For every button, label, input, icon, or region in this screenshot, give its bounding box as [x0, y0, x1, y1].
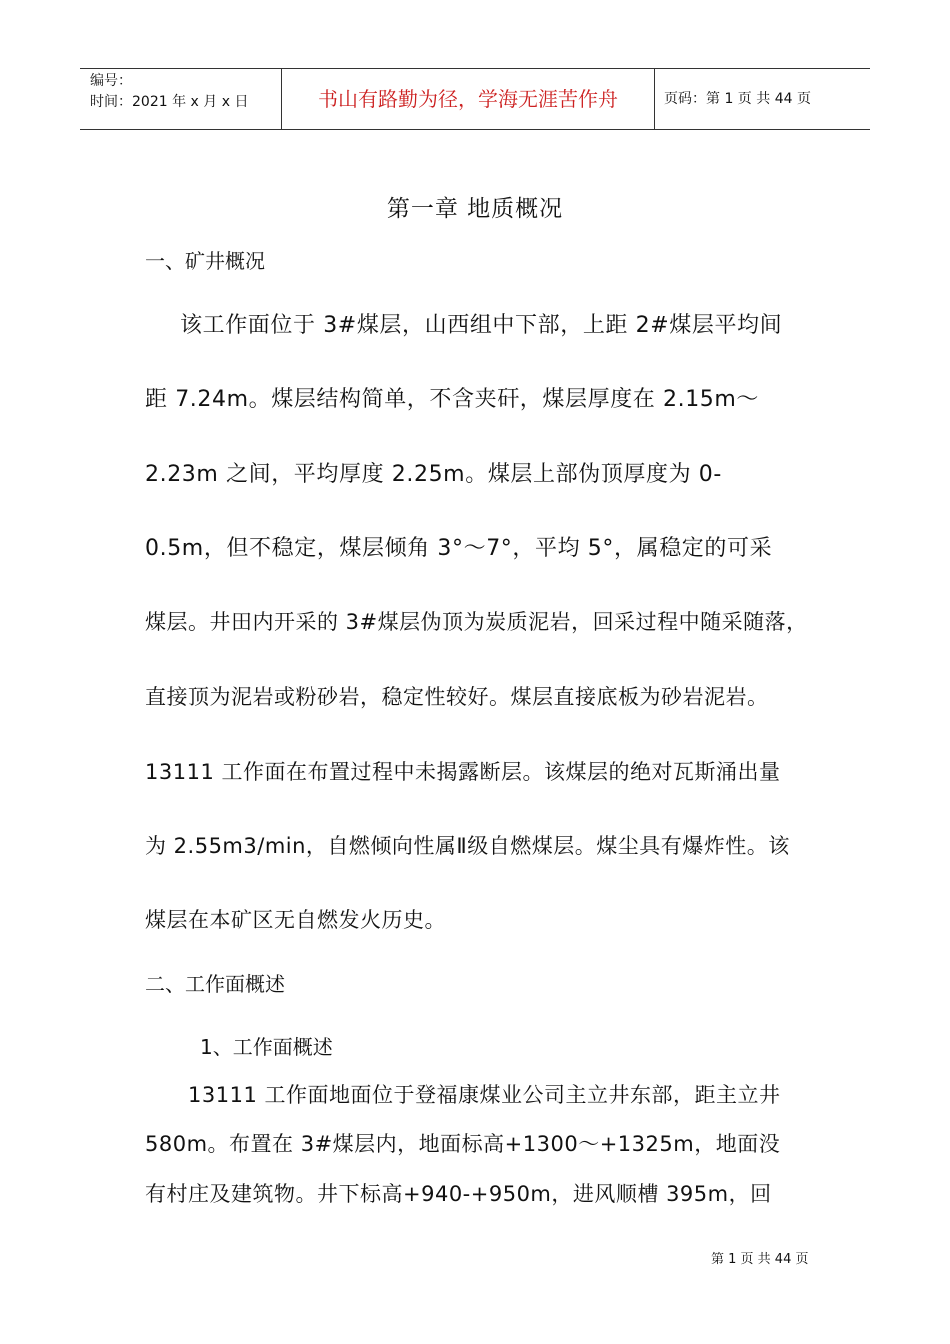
paragraph-line: 直接顶为泥岩或粉砂岩，稳定性较好。煤层直接底板为砂岩泥岩。: [145, 685, 769, 709]
paragraph-line: 煤层。井田内开采的 3#煤层伪顶为炭质泥岩，回采过程中随采随落，: [145, 610, 808, 634]
paragraph-line: 13111 工作面在布置过程中未揭露断层。该煤层的绝对瓦斯涌出量: [145, 760, 781, 784]
chapter-title: 第一章 地质概况: [386, 196, 564, 222]
section-heading-mine-overview: 一、矿井概况: [145, 249, 265, 273]
paragraph-line: 距 7.24m。煤层结构简单，不含夹矸，煤层厚度在 2.15m～: [145, 387, 760, 412]
paragraph-line: 该工作面位于 3#煤层，山西组中下部，上距 2#煤层平均间: [180, 313, 783, 338]
paragraph-line: 有村庄及建筑物。井下标高+940-+950m，进风顺槽 395m，回: [145, 1182, 772, 1206]
subsection-heading: 1、工作面概述: [200, 1035, 333, 1059]
paragraph-line: 煤层在本矿区无自燃发火历史。: [145, 908, 446, 932]
paragraph-line: 为 2.55m3/min，自燃倾向性属Ⅱ级自燃煤层。煤尘具有爆炸性。该: [145, 834, 790, 858]
paragraph-line: 0.5m，但不稳定，煤层倾角 3°～7°，平均 5°，属稳定的可采: [145, 536, 773, 561]
page-header: [80, 68, 870, 130]
header-motto: 书山有路勤为径，学海无涯苦作舟: [318, 87, 618, 111]
paragraph-line: 580m。布置在 3#煤层内，地面标高+1300～+1325m，地面没: [145, 1132, 781, 1156]
document-number-label: 编号：: [90, 73, 132, 89]
header-meta: [90, 71, 248, 113]
paragraph-line: 13111 工作面地面位于登福康煤业公司主立井东部，距主立井: [188, 1083, 781, 1107]
document-date-label: 时间：2021 年 x 月 x 日: [90, 94, 249, 110]
paragraph-line: 2.23m 之间，平均厚度 2.25m。煤层上部伪顶厚度为 0-: [145, 462, 722, 487]
section-heading-working-face: 二、工作面概述: [145, 972, 285, 996]
page-footer: 第 1 页 共 44 页: [711, 1252, 809, 1267]
header-divider: [654, 69, 655, 129]
header-page-info: 页码：第 1 页 共 44 页: [664, 91, 811, 107]
